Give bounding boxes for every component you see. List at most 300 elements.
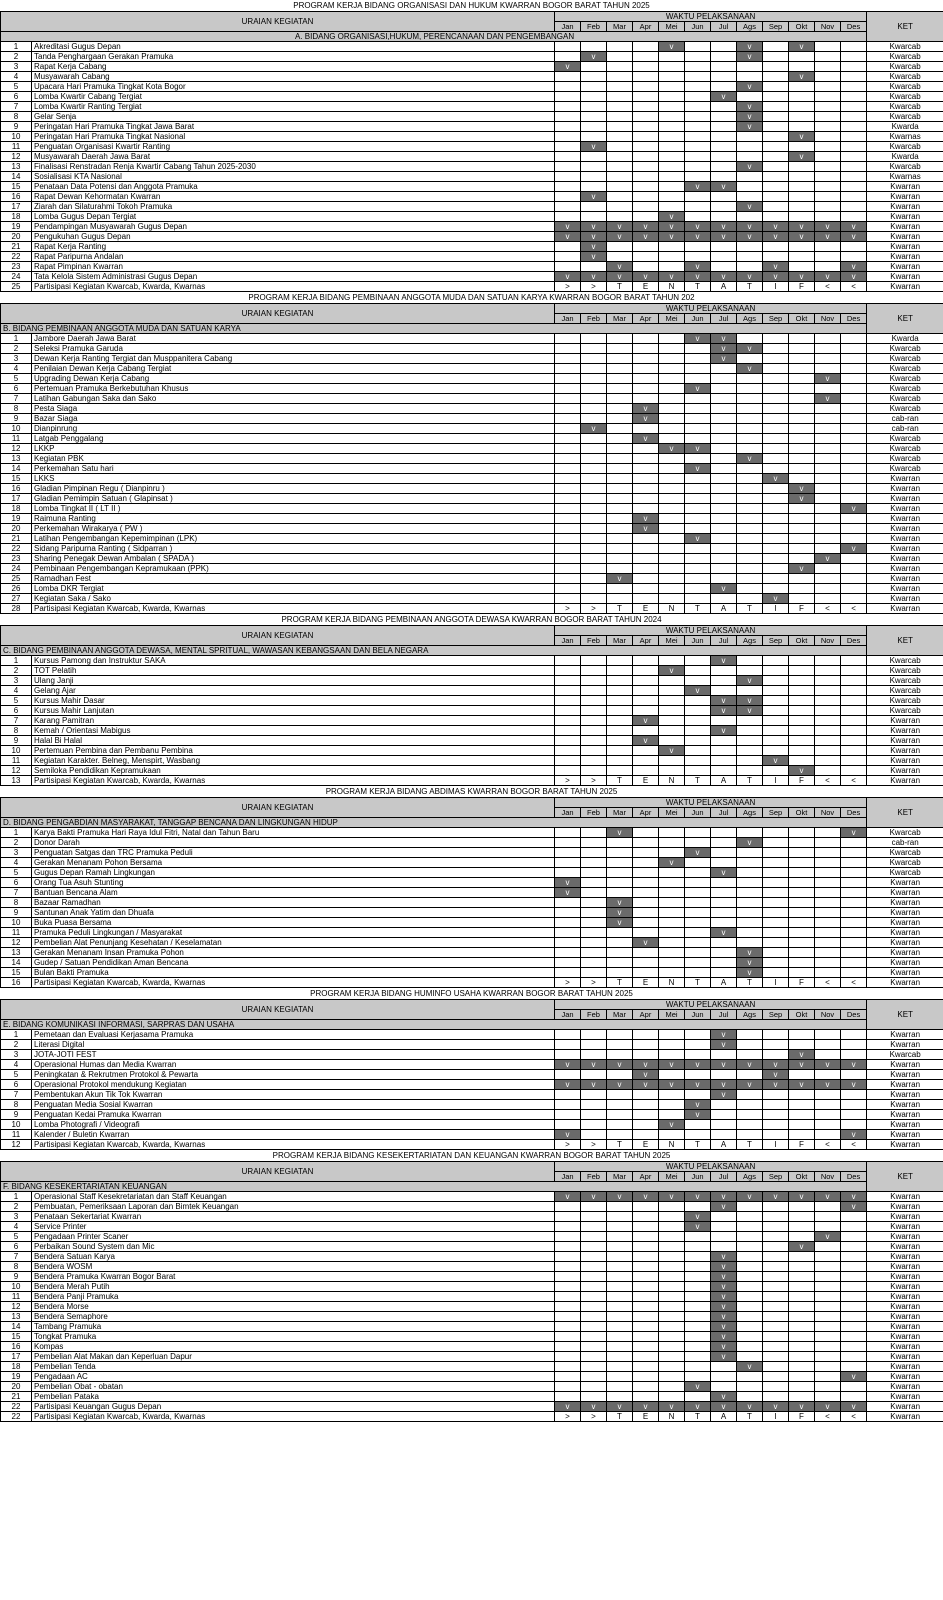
month-cell [789,756,815,766]
month-cell [555,424,581,434]
month-cell [685,354,711,364]
month-cell: v [737,52,763,62]
month-cell [711,756,737,766]
row-number: 3 [1,62,32,72]
month-cell [607,404,633,414]
month-cell [581,414,607,424]
month-cell [815,334,841,344]
month-cell [789,474,815,484]
month-cell [581,464,607,474]
month-cell: v [841,232,867,242]
month-cell [607,888,633,898]
month-cell [815,202,841,212]
month-cell [789,242,815,252]
month-cell [789,716,815,726]
month-cell [607,968,633,978]
month-cell [607,182,633,192]
month-cell: v [711,272,737,282]
activity-row [1,82,943,92]
activity-name: Partisipasi Kegiatan Kwarcab, Kwarda, Kwarnas [32,1412,555,1422]
month-cell [841,676,867,686]
month-cell [711,534,737,544]
ket-cell: Kwarran [867,1242,943,1252]
row-number: 7 [1,394,32,404]
month-cell: v [685,222,711,232]
row-number: 3 [1,848,32,858]
month-cell [659,1222,685,1232]
month-cell [607,394,633,404]
month-cell [763,1342,789,1352]
month-cell [815,404,841,414]
month-cell [711,948,737,958]
month-cell [737,394,763,404]
ket-cell: Kwarran [867,1100,943,1110]
row-number: 16 [1,1342,32,1352]
month-cell [555,142,581,152]
waktu-header: WAKTU PELAKSANAAN [555,304,867,314]
month-cell [555,948,581,958]
month-cell [581,1030,607,1040]
month-cell [763,212,789,222]
month-cell [555,1222,581,1232]
month-cell [633,958,659,968]
month-header: Feb [581,22,607,32]
month-cell [607,414,633,424]
month-cell: v [841,1080,867,1090]
month-cell: v [711,868,737,878]
month-cell [763,334,789,344]
month-cell [763,858,789,868]
month-cell [789,1332,815,1342]
month-cell [711,574,737,584]
month-cell: v [737,272,763,282]
month-cell [555,1372,581,1382]
activity-name: Rapat Paripurna Andalan [32,252,555,262]
month-cell [763,424,789,434]
activity-name: Gugus Depan Ramah Lingkungan [32,868,555,878]
month-cell [841,212,867,222]
month-cell [659,1302,685,1312]
month-cell [841,484,867,494]
month-cell [659,1342,685,1352]
month-cell [763,1120,789,1130]
activity-row [1,1140,943,1150]
month-cell [633,1232,659,1242]
month-cell [685,574,711,584]
month-cell: v [633,524,659,534]
row-number: 4 [1,858,32,868]
month-cell [711,42,737,52]
month-cell [685,504,711,514]
month-cell [633,686,659,696]
month-cell [581,848,607,858]
month-cell [815,686,841,696]
month-cell: F [789,1140,815,1150]
month-cell [607,1362,633,1372]
month-cell [841,1262,867,1272]
activity-row [1,1100,943,1110]
month-cell: v [581,424,607,434]
month-cell [581,334,607,344]
month-cell [633,554,659,564]
month-cell [737,656,763,666]
month-cell [789,1292,815,1302]
month-cell: v [581,192,607,202]
month-cell [815,726,841,736]
month-cell [815,1050,841,1060]
month-cell [763,1302,789,1312]
activity-row [1,656,943,666]
activity-name: Bendera Merah Putih [32,1282,555,1292]
month-cell [685,414,711,424]
row-number: 6 [1,92,32,102]
activity-row [1,504,943,514]
month-cell [763,384,789,394]
month-cell [555,1030,581,1040]
activity-row [1,1292,943,1302]
month-cell [581,1100,607,1110]
month-header: Des [841,1010,867,1020]
month-cell [711,838,737,848]
row-number: 20 [1,1382,32,1392]
month-cell: > [555,776,581,786]
activity-name: Gladian Pemimpin Satuan ( Glapinsat ) [32,494,555,504]
month-cell [581,756,607,766]
month-cell [555,726,581,736]
month-cell [633,1242,659,1252]
month-cell [815,494,841,504]
month-cell: v [555,1080,581,1090]
month-cell: v [633,1402,659,1412]
ket-cell: Kwarran [867,1362,943,1372]
uraian-header: URAIAN KEGIATAN [1,1000,555,1020]
month-cell [685,434,711,444]
month-cell [789,92,815,102]
month-cell [555,534,581,544]
activity-name: Peringatan Hari Pramuka Tingkat Jawa Barat [32,122,555,132]
month-cell [763,878,789,888]
row-number: 13 [1,948,32,958]
month-cell [711,132,737,142]
month-cell [633,858,659,868]
schedule-table [0,303,943,614]
month-header: Okt [789,636,815,646]
month-cell [555,92,581,102]
month-cell [841,494,867,504]
month-cell: v [841,262,867,272]
month-cell [685,726,711,736]
month-cell [607,1100,633,1110]
month-cell [685,878,711,888]
month-cell [633,706,659,716]
month-cell [607,848,633,858]
month-cell [737,938,763,948]
month-cell [711,1232,737,1242]
month-cell [555,584,581,594]
month-cell [659,1100,685,1110]
month-cell [789,888,815,898]
month-cell [841,756,867,766]
row-number: 2 [1,1040,32,1050]
month-cell [711,192,737,202]
month-cell [737,1120,763,1130]
month-cell [555,182,581,192]
activity-row [1,948,943,958]
month-cell [737,828,763,838]
month-cell: v [581,1060,607,1070]
month-cell [841,1120,867,1130]
row-number: 19 [1,222,32,232]
month-cell [841,1040,867,1050]
ket-cell: Kwarran [867,736,943,746]
row-number: 2 [1,344,32,354]
activity-row [1,968,943,978]
month-cell [685,1292,711,1302]
month-cell [555,1252,581,1262]
month-cell [581,938,607,948]
activity-row [1,1080,943,1090]
month-cell: v [659,444,685,454]
month-cell [581,838,607,848]
row-number: 2 [1,666,32,676]
row-number: 14 [1,1322,32,1332]
month-header: Sep [763,22,789,32]
month-cell: > [581,776,607,786]
month-cell: v [581,1192,607,1202]
month-cell [633,1212,659,1222]
month-cell: v [763,1192,789,1202]
month-cell [581,112,607,122]
schedule-table [0,1161,943,1422]
ket-cell: Kwarran [867,232,943,242]
month-cell [685,162,711,172]
month-header: Okt [789,22,815,32]
month-cell [581,686,607,696]
section-title: PROGRAM KERJA BIDANG PEMBINAAN ANGGOTA MUDA DAN SATUAN KARYA KWARRAN BOGOR BARAT TAHUN 202 [248,293,695,302]
month-cell [581,92,607,102]
month-cell [763,918,789,928]
month-cell [555,454,581,464]
month-cell [633,1292,659,1302]
month-cell [659,454,685,464]
month-cell [607,132,633,142]
month-cell [581,544,607,554]
month-cell [815,828,841,838]
month-cell [555,544,581,554]
month-cell [737,212,763,222]
activity-name: Kegiatan PBK [32,454,555,464]
month-cell [659,534,685,544]
activity-name: Lomba Gugus Depan Tergiat [32,212,555,222]
month-cell: v [789,1080,815,1090]
ket-header: KET [867,1162,943,1192]
ket-cell: Kwarran [867,756,943,766]
month-cell [555,172,581,182]
activity-name: Perkemahan Wirakarya ( PW ) [32,524,555,534]
month-cell: v [633,434,659,444]
month-cell [633,1262,659,1272]
month-cell [555,716,581,726]
activity-row [1,262,943,272]
month-cell: T [737,1140,763,1150]
month-cell: v [607,1060,633,1070]
month-cell: v [841,504,867,514]
month-cell [633,666,659,676]
row-number: 12 [1,1302,32,1312]
month-cell [633,676,659,686]
month-cell [633,584,659,594]
month-cell [607,92,633,102]
month-cell [555,1302,581,1312]
month-cell: v [763,262,789,272]
month-cell [737,434,763,444]
month-cell [581,354,607,364]
month-cell [841,1242,867,1252]
activity-row [1,334,943,344]
month-cell [581,574,607,584]
row-number: 10 [1,132,32,142]
activity-row [1,776,943,786]
ket-cell: Kwarda [867,334,943,344]
month-cell [841,534,867,544]
month-cell [659,72,685,82]
activity-name: Santunan Anak Yatim dan Dhuafa [32,908,555,918]
month-cell [763,898,789,908]
month-cell [633,1332,659,1342]
month-cell [581,484,607,494]
month-cell: v [789,72,815,82]
month-cell: T [737,282,763,292]
activity-row [1,666,943,676]
month-cell [633,152,659,162]
activity-name: Pengadaan Printer Scaner [32,1232,555,1242]
month-cell [815,1212,841,1222]
ket-cell: Kwarran [867,1040,943,1050]
ket-cell: Kwarran [867,888,943,898]
month-cell [685,252,711,262]
month-cell [555,1382,581,1392]
month-cell [555,938,581,948]
month-cell: T [607,1140,633,1150]
activity-row [1,746,943,756]
month-cell [581,374,607,384]
month-cell [737,334,763,344]
month-cell [815,514,841,524]
month-cell [555,242,581,252]
month-cell [815,1312,841,1322]
month-cell [685,756,711,766]
month-cell [685,898,711,908]
month-cell [737,524,763,534]
month-cell [763,888,789,898]
month-cell [659,828,685,838]
month-cell [737,1322,763,1332]
month-cell: v [711,1342,737,1352]
month-cell [555,838,581,848]
month-cell [841,1272,867,1282]
activity-row [1,858,943,868]
month-cell [815,948,841,958]
month-cell [841,444,867,454]
month-cell: v [659,1402,685,1412]
month-cell [555,828,581,838]
month-header: Okt [789,1010,815,1020]
month-cell: v [633,1070,659,1080]
month-cell [789,414,815,424]
month-cell [841,242,867,252]
activity-row [1,1070,943,1080]
month-cell [711,52,737,62]
month-cell [763,514,789,524]
activity-row [1,1372,943,1382]
month-cell [607,928,633,938]
month-cell [711,172,737,182]
row-number: 11 [1,928,32,938]
month-cell: v [711,1402,737,1412]
month-cell [815,344,841,354]
ket-header: KET [867,1000,943,1030]
month-cell: v [711,726,737,736]
activity-row [1,1342,943,1352]
month-cell [633,544,659,554]
month-header: Jan [555,1172,581,1182]
ket-cell: Kwarran [867,1392,943,1402]
activity-row [1,434,943,444]
row-number: 1 [1,42,32,52]
month-cell [659,384,685,394]
activity-name: Penguatan Satgas dan TRC Pramuka Peduli [32,848,555,858]
row-number: 13 [1,454,32,464]
month-cell [607,1050,633,1060]
month-cell [763,1382,789,1392]
month-cell [659,848,685,858]
month-cell [633,888,659,898]
month-cell [607,838,633,848]
month-cell: v [711,1192,737,1202]
month-cell [711,1382,737,1392]
activity-name: Partisipasi Kegiatan Kwarcab, Kwarda, Kwarnas [32,1140,555,1150]
row-number: 5 [1,82,32,92]
month-cell [555,1040,581,1050]
activity-row [1,1282,943,1292]
month-cell [685,1342,711,1352]
activity-name: Tambang Pramuka [32,1322,555,1332]
activity-name: Operasional Humas dan Media Kwarran [32,1060,555,1070]
month-cell [685,454,711,464]
month-cell [607,484,633,494]
month-cell: v [711,584,737,594]
month-cell [633,838,659,848]
month-cell [737,384,763,394]
month-cell [633,534,659,544]
month-header: Nov [815,1172,841,1182]
month-cell: v [685,1402,711,1412]
month-cell [659,868,685,878]
month-cell [555,706,581,716]
month-cell [763,564,789,574]
month-cell [633,696,659,706]
activity-name: Pesta Siaga [32,404,555,414]
month-cell [685,1130,711,1140]
activity-row [1,282,943,292]
month-cell: v [737,454,763,464]
month-cell: v [659,746,685,756]
month-cell [763,1262,789,1272]
ket-cell: Kwarran [867,494,943,504]
row-number: 23 [1,262,32,272]
month-cell: v [737,42,763,52]
month-cell [685,908,711,918]
